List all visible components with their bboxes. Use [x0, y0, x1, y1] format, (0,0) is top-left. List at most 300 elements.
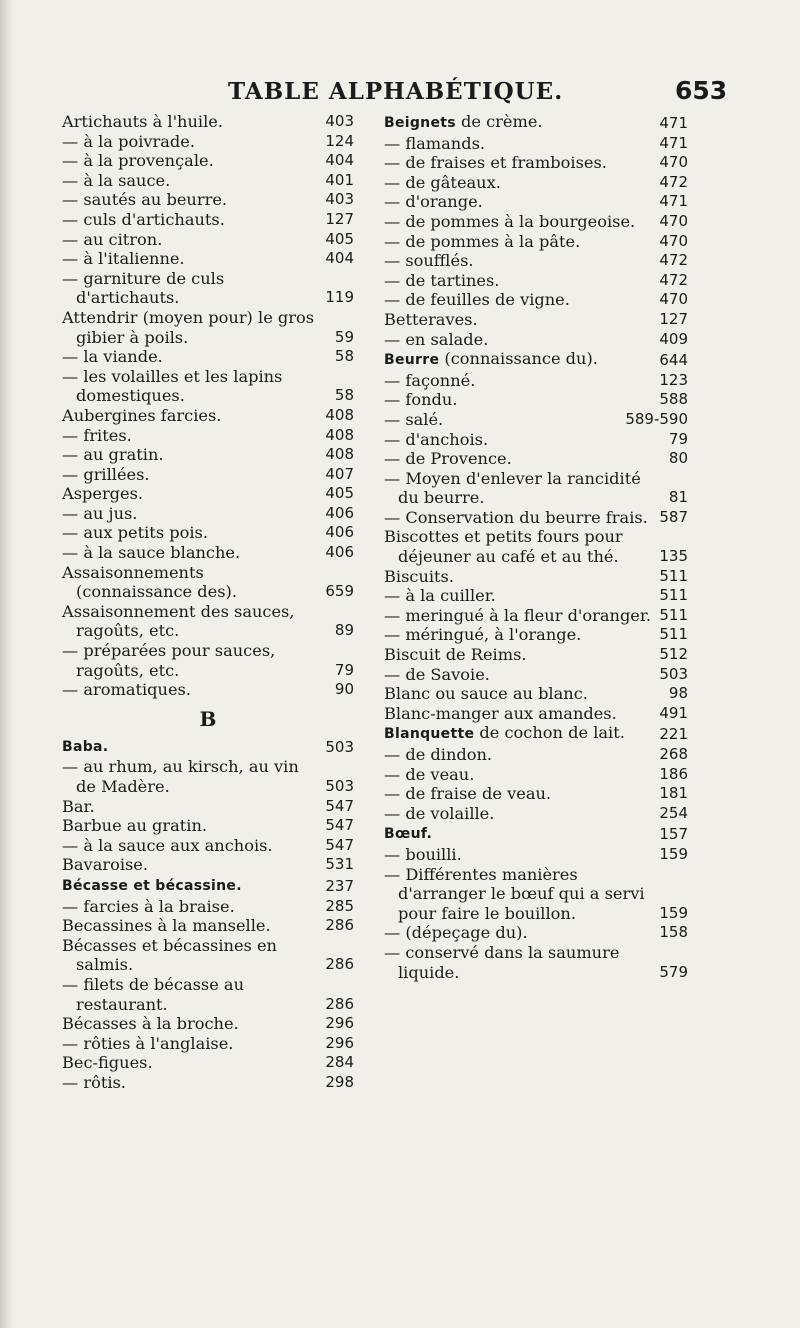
entry-heading: Blanquette — [384, 726, 475, 743]
index-entry — [62, 1053, 354, 1073]
entry-label: — filets de bécasse au restaurant. — [62, 974, 245, 1014]
entry-page: 59 — [334, 327, 354, 346]
entry-text — [62, 308, 329, 347]
entry-text — [384, 923, 653, 943]
entry-label: — Conservation du beurre frais. — [384, 507, 648, 527]
index-entry — [384, 804, 688, 824]
index-entry — [384, 271, 688, 291]
entry-page: 286 — [325, 955, 354, 974]
entry-text — [62, 1053, 319, 1073]
entry-heading: Baba. — [62, 738, 109, 755]
index-entry — [384, 923, 688, 943]
entry-text — [62, 445, 319, 465]
entry-text — [384, 665, 653, 685]
index-entry — [384, 765, 688, 785]
index-entry — [384, 449, 688, 469]
entry-page: 511 — [659, 566, 688, 585]
entry-text — [384, 645, 653, 665]
entry-text — [384, 271, 653, 291]
entry-page: 298 — [325, 1072, 354, 1091]
entry-heading: Beignets — [384, 115, 456, 131]
entry-label: — garniture de culs d'artichauts. — [62, 268, 225, 308]
index-entry — [384, 212, 688, 232]
entry-page: 285 — [325, 896, 354, 915]
entry-label: — culs d'artichauts. — [62, 209, 225, 229]
entry-text — [62, 210, 319, 230]
entry-label: — sautés au beurre. — [62, 190, 228, 210]
entry-page: 511 — [659, 625, 688, 644]
entry-text — [62, 249, 319, 269]
entry-label: Bar. — [62, 796, 95, 816]
entry-text — [384, 745, 653, 765]
index-entry — [384, 508, 688, 528]
entry-page: 159 — [659, 844, 688, 863]
entry-label: — à la provençale. — [62, 151, 214, 171]
entry-label: Artichauts à l'huile. — [62, 112, 223, 131]
index-entry — [62, 210, 354, 230]
entry-label: Aubergines farcies. — [62, 405, 222, 425]
entry-text — [384, 823, 653, 845]
entry-text — [62, 836, 319, 856]
entry-text — [62, 230, 319, 250]
entry-label: — de pommes à la bourgeoise. — [384, 211, 636, 231]
entry-text — [62, 916, 319, 936]
entry-page: 127 — [325, 209, 354, 228]
index-entry — [384, 645, 688, 665]
entry-page: 408 — [325, 405, 354, 424]
index-entry — [62, 445, 354, 465]
entry-text — [62, 406, 319, 426]
entry-label: — conservé dans la saumure liquide. — [384, 942, 620, 982]
entry-page: 221 — [659, 725, 688, 744]
index-entry — [384, 723, 688, 745]
index-entry — [62, 367, 354, 406]
entry-text — [384, 943, 653, 982]
entry-label: de cochon de lait. — [474, 723, 625, 743]
entry-text — [62, 680, 329, 700]
entry-label: — flamands. — [384, 133, 486, 153]
entry-page: 404 — [325, 249, 354, 268]
index-entry — [384, 469, 688, 508]
index-entry — [62, 132, 354, 152]
entry-text — [62, 543, 319, 563]
entry-page: 98 — [668, 684, 688, 703]
index-entry — [62, 797, 354, 817]
entry-page: 254 — [659, 803, 688, 822]
entry-text — [62, 1073, 319, 1093]
entry-label: Assaisonnements (connaissance des). — [62, 562, 237, 602]
entry-text — [384, 449, 663, 469]
entry-text — [62, 484, 319, 504]
index-entry — [62, 112, 354, 132]
book-binding-edge — [0, 0, 14, 1328]
index-column-right — [384, 112, 688, 982]
entry-text — [62, 132, 319, 152]
index-entry — [384, 371, 688, 391]
entry-text — [384, 765, 653, 785]
entry-label: — de veau. — [384, 764, 475, 784]
entry-label: Biscuits. — [384, 566, 455, 586]
index-entry — [62, 816, 354, 836]
entry-label: Bavaroise. — [62, 855, 149, 875]
index-entry — [384, 290, 688, 310]
index-entry — [62, 269, 354, 308]
entry-page: 470 — [659, 231, 688, 250]
entry-label: — méringué, à l'orange. — [384, 625, 582, 645]
index-entry — [62, 875, 354, 897]
entry-label: — meringué à la fleur d'oranger. — [384, 605, 651, 625]
entry-page: 406 — [325, 543, 354, 562]
entry-heading: Bœuf. — [384, 826, 433, 843]
index-entry — [384, 527, 688, 566]
entry-text — [62, 347, 329, 367]
entry-text — [384, 804, 653, 824]
index-entry — [384, 606, 688, 626]
entry-text — [384, 153, 653, 173]
entry-page: 123 — [659, 370, 688, 389]
entry-label: — rôties à l'anglaise. — [62, 1033, 234, 1053]
entry-page: 503 — [659, 664, 688, 683]
entry-page: 644 — [659, 351, 688, 370]
entry-label: — à la cuiller. — [384, 586, 496, 606]
index-column-left — [62, 112, 354, 1093]
index-entry — [384, 784, 688, 804]
entry-page: 470 — [659, 153, 688, 172]
entry-page: 409 — [659, 329, 688, 348]
index-entry — [62, 171, 354, 191]
entry-text — [384, 865, 653, 924]
entry-label: — à la sauce. — [62, 170, 171, 190]
entry-label: Biscuit de Reims. — [384, 645, 527, 665]
index-entry — [62, 465, 354, 485]
entry-page: 405 — [325, 484, 354, 503]
entry-text — [62, 797, 319, 817]
index-entry — [62, 680, 354, 700]
entry-text — [62, 855, 319, 875]
entry-text — [62, 151, 319, 171]
entry-page: 547 — [325, 835, 354, 854]
entry-text — [62, 112, 319, 132]
entry-text — [62, 736, 319, 758]
entry-page: 296 — [325, 1014, 354, 1033]
entry-label: Biscottes et petits fours pour déjeuner au café et au thé. — [384, 527, 623, 567]
index-entry — [62, 504, 354, 524]
entry-label: (connaissance du). — [439, 349, 598, 369]
entry-label: — au gratin. — [62, 445, 164, 465]
index-entry — [62, 602, 354, 641]
entry-page: 588 — [659, 390, 688, 409]
entry-text — [62, 465, 319, 485]
entry-page: 81 — [668, 488, 688, 507]
entry-page: 403 — [325, 112, 354, 130]
entry-page: 286 — [325, 916, 354, 935]
entry-text — [384, 469, 663, 508]
entry-page: 531 — [325, 855, 354, 874]
index-entry — [62, 426, 354, 446]
entry-page: 135 — [659, 547, 688, 566]
index-entry — [62, 308, 354, 347]
entry-text — [384, 430, 663, 450]
index-entry — [62, 543, 354, 563]
entry-label: — de fraise de veau. — [384, 784, 552, 804]
entry-page: 405 — [325, 229, 354, 248]
index-entry — [62, 347, 354, 367]
entry-page: 547 — [325, 816, 354, 835]
entry-label: — les volailles et les lapins domestiques. — [62, 366, 283, 406]
entry-label: de crème. — [455, 112, 543, 131]
index-entry — [384, 704, 688, 724]
index-entry — [384, 430, 688, 450]
entry-label: — au citron. — [62, 229, 163, 249]
entry-label: — au jus. — [62, 503, 138, 523]
index-entry — [384, 349, 688, 371]
entry-label: — à l'italienne. — [62, 249, 185, 269]
entry-label: — de feuilles de vigne. — [384, 290, 570, 310]
entry-page: 408 — [325, 425, 354, 444]
entry-label: — aromatiques. — [62, 680, 191, 700]
index-entry — [62, 563, 354, 602]
entry-label: — de gâteaux. — [384, 172, 501, 192]
page-header — [0, 78, 800, 108]
entry-page: 512 — [659, 645, 688, 664]
entry-page: 403 — [325, 190, 354, 209]
entry-text — [62, 602, 329, 641]
entry-text — [384, 251, 653, 271]
entry-label: — à la sauce aux anchois. — [62, 835, 273, 855]
entry-label: — à la sauce blanche. — [62, 543, 241, 563]
entry-label: Blanc-manger aux amandes. — [384, 703, 617, 723]
entry-page: 579 — [659, 962, 688, 981]
page-number: 653 — [675, 76, 728, 105]
entry-page: 471 — [659, 133, 688, 152]
index-entry — [62, 836, 354, 856]
entry-page: 119 — [325, 288, 354, 307]
entry-page: 408 — [325, 445, 354, 464]
entry-page: 89 — [334, 621, 354, 640]
entry-text — [384, 192, 653, 212]
entry-label: Blanc ou sauce au blanc. — [384, 684, 588, 704]
entry-text — [384, 390, 653, 410]
entry-text — [384, 508, 653, 528]
entry-text — [384, 567, 653, 587]
entry-label: — de volaille. — [384, 803, 495, 823]
entry-label: — en salade. — [384, 329, 489, 349]
entry-text — [384, 134, 653, 154]
entry-text — [62, 757, 319, 796]
entry-label: Attendrir (moyen pour) le gros gibier à poils. — [62, 307, 315, 347]
entry-text — [384, 784, 653, 804]
entry-label: — à la poivrade. — [62, 131, 196, 151]
entry-page: 79 — [668, 429, 688, 448]
entry-text — [384, 527, 653, 566]
entry-label: Becassines à la manselle. — [62, 916, 271, 936]
entry-label: — de Provence. — [384, 449, 512, 469]
index-entry — [384, 943, 688, 982]
entry-text — [384, 349, 653, 371]
entry-text — [62, 1034, 319, 1054]
index-entry — [62, 1034, 354, 1054]
entry-text — [384, 310, 653, 330]
entry-label: — frites. — [62, 425, 132, 445]
index-entry — [384, 330, 688, 350]
index-entry — [384, 251, 688, 271]
entry-heading: Beurre — [384, 352, 440, 369]
index-entry — [62, 897, 354, 917]
entry-text — [384, 625, 653, 645]
index-entry — [384, 173, 688, 193]
entry-text — [384, 112, 653, 134]
section-letter: B — [199, 706, 217, 731]
entry-label: Betteraves. — [384, 309, 478, 329]
entry-page: 503 — [325, 777, 354, 795]
index-entry — [384, 684, 688, 704]
entry-text — [62, 504, 319, 524]
entry-text — [384, 723, 653, 745]
index-entry — [62, 151, 354, 171]
index-entry — [62, 1014, 354, 1034]
index-entry — [62, 757, 354, 796]
entry-page: 90 — [334, 680, 354, 699]
index-entry — [384, 310, 688, 330]
entry-text — [62, 875, 319, 897]
entry-page: 124 — [325, 131, 354, 150]
index-entry — [62, 736, 354, 758]
index-entry — [384, 745, 688, 765]
index-entry — [384, 823, 688, 845]
index-entry — [384, 625, 688, 645]
entry-label: — préparées pour sauces, ragoûts, etc. — [62, 641, 276, 680]
entry-text — [384, 212, 653, 232]
index-entry — [62, 936, 354, 975]
entry-label: — d'anchois. — [384, 429, 489, 449]
entry-text — [62, 190, 319, 210]
entry-label: — Moyen d'enlever la rancidité du beurre. — [384, 468, 641, 508]
entry-page: 587 — [659, 507, 688, 526]
entry-text — [384, 330, 653, 350]
entry-label: — d'orange. — [384, 192, 483, 212]
entry-page: 237 — [325, 876, 354, 895]
entry-page: 158 — [659, 923, 688, 942]
entry-page: 80 — [668, 449, 688, 468]
entry-label: Bécasses et bécassines en salmis. — [62, 935, 277, 975]
index-entry — [62, 641, 354, 680]
entry-page: 659 — [325, 582, 354, 601]
entry-text — [384, 606, 653, 626]
index-entry — [62, 484, 354, 504]
entry-page: 470 — [659, 211, 688, 230]
entry-page: 503 — [325, 737, 354, 756]
entry-page: 79 — [334, 660, 354, 679]
index-entry — [384, 192, 688, 212]
entry-page: 406 — [325, 523, 354, 542]
entry-page: 127 — [659, 309, 688, 328]
index-entry — [384, 134, 688, 154]
entry-label: Barbue au gratin. — [62, 816, 208, 836]
entry-page: 472 — [659, 270, 688, 289]
index-entry — [62, 1073, 354, 1093]
entry-label: — façonné. — [384, 370, 476, 390]
index-entry — [62, 406, 354, 426]
index-entry — [384, 232, 688, 252]
entry-page: 159 — [659, 903, 688, 922]
index-entry — [384, 845, 688, 865]
entry-label: — farcies à la braise. — [62, 896, 235, 916]
entry-text — [62, 641, 329, 680]
index-entry — [62, 916, 354, 936]
entry-text — [384, 232, 653, 252]
entry-label: Bec-figues. — [62, 1053, 153, 1073]
index-entry — [62, 230, 354, 250]
entry-text — [62, 975, 319, 1014]
entry-label: — Différentes manières d'arranger le bœuf qui a servi pour faire le bouillon. — [384, 864, 645, 923]
entry-page: 511 — [659, 586, 688, 605]
entry-text — [62, 269, 319, 308]
entry-label: Assaisonnement des sauces, ragoûts, etc. — [62, 601, 295, 641]
entry-page: 286 — [325, 994, 354, 1013]
entry-text — [62, 897, 319, 917]
index-entry — [62, 855, 354, 875]
index-entry — [62, 975, 354, 1014]
entry-page: 471 — [659, 114, 688, 132]
entry-text — [62, 936, 319, 975]
entry-label: — de Savoie. — [384, 664, 490, 684]
index-entry — [384, 665, 688, 685]
entry-text — [384, 371, 653, 391]
entry-label: — (dépeçage du). — [384, 923, 528, 943]
entry-text — [62, 816, 319, 836]
entry-label: — grillées. — [62, 464, 150, 484]
entry-text — [384, 410, 619, 430]
entry-page: 404 — [325, 151, 354, 170]
entry-label: — de pommes à la pâte. — [384, 231, 581, 251]
entry-page: 470 — [659, 290, 688, 309]
entry-text — [384, 586, 653, 606]
entry-label: — bouilli. — [384, 844, 462, 864]
index-entry — [384, 153, 688, 173]
entry-page: 284 — [325, 1053, 354, 1072]
entry-page: 472 — [659, 172, 688, 191]
entry-page: 58 — [334, 386, 354, 405]
index-entry — [384, 865, 688, 924]
entry-text — [384, 173, 653, 193]
entry-page: 296 — [325, 1033, 354, 1052]
entry-label: — fondu. — [384, 390, 458, 410]
entry-page: 491 — [659, 703, 688, 722]
entry-text — [62, 563, 319, 602]
entry-text — [62, 1014, 319, 1034]
index-entry — [384, 390, 688, 410]
entry-text — [384, 845, 653, 865]
entry-page: 471 — [659, 192, 688, 211]
index-entry — [384, 567, 688, 587]
entry-text — [62, 171, 319, 191]
entry-page: 58 — [334, 347, 354, 366]
entry-page: 268 — [659, 745, 688, 763]
running-title: TABLE ALPHABÉTIQUE. — [228, 78, 564, 105]
entry-text — [384, 290, 653, 310]
entry-page: 186 — [659, 764, 688, 783]
entry-label: — de fraises et framboises. — [384, 153, 607, 173]
entry-page: 472 — [659, 251, 688, 270]
index-entry — [384, 112, 688, 134]
entry-label: — salé. — [384, 409, 444, 429]
entry-page: 511 — [659, 605, 688, 624]
entry-label: — aux petits pois. — [62, 523, 209, 543]
entry-label: — la viande. — [62, 347, 163, 367]
entry-page: 407 — [325, 464, 354, 483]
entry-label: — de dindon. — [384, 745, 493, 764]
entry-page: 547 — [325, 796, 354, 815]
